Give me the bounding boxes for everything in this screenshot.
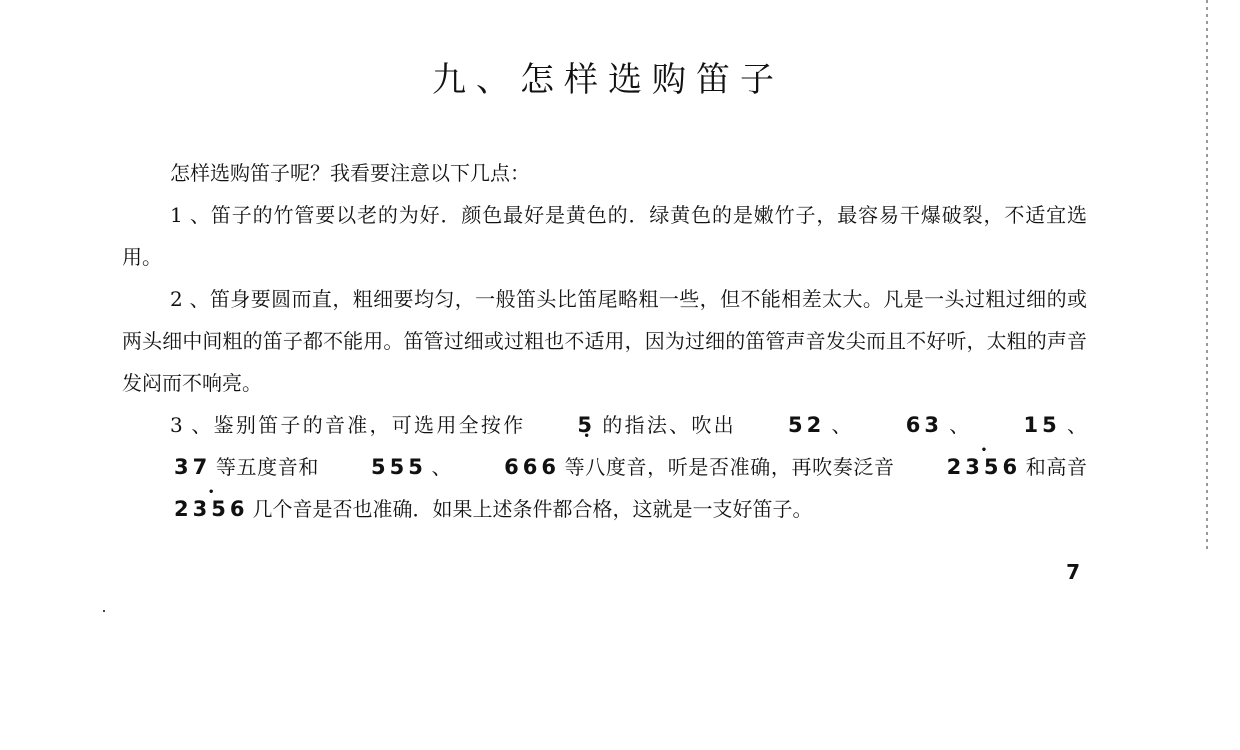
point-2-paragraph: 2 、笛身要圆而直，粗细要均匀，一般笛头比笛尾略粗一些，但不能相差太大。凡是一头过粗过细的或两头细中间粗的笛子都不能用。笛管过细或过粗也不适用，因为过细的笛管声音发尖而且不好听，太粗的声音发闷而不响亮。 [122, 287, 1087, 395]
notation-interval-1: 52 [787, 413, 826, 437]
point-3-paragraph: 3 、鉴别笛子的音准，可选用全按作 5 • 的指法、吹出 52 、 63 、 15 、37 等五度音和 555 、 666 等八度音，听是否准确，再吹奏泛音• 2356 和高音• 2356 几个音是否也准确．如果上述条件都合格，这就是一支好笛子。 [122, 404, 1087, 530]
notation-five: 5 • [529, 404, 596, 446]
notation-octave-1: 555 [371, 455, 427, 479]
page-number: 7 [1066, 560, 1080, 584]
page-title: 九、怎样选购笛子 [432, 60, 784, 100]
notation-interval-3: 15 [1023, 413, 1061, 437]
point-3-text-d: 等八度音，听是否准确，再吹奏泛音 [563, 455, 895, 479]
notation-high: • 2356 [126, 488, 248, 530]
intro-paragraph: 怎样选购笛子呢？我看要注意以下几点： [170, 161, 530, 185]
notation-interval-2: 63 [905, 413, 943, 437]
point-3-text-f: 几个音是否也准确．如果上述条件都合格，这就是一支好笛子。 [252, 497, 813, 521]
point-3-text-e: 和高音 [1025, 455, 1088, 479]
point-3-text-c: 等五度音和 [215, 455, 320, 479]
scan-speck [103, 610, 105, 612]
notation-octave-2: 666 [504, 455, 560, 479]
point-3-text-b: 的指法、吹出 [600, 413, 736, 437]
point-1-paragraph: 1 、笛子的竹管要以老的为好．颜色最好是黄色的．绿黄色的是嫩竹子，最容易干爆破裂，不适宜选用。 [122, 203, 1087, 269]
point-3-text-a: 3 、鉴别笛子的音准，可选用全按作 [170, 413, 526, 437]
notation-interval-4: 37 [174, 455, 212, 479]
notation-harmonic: • 2356 [899, 446, 1021, 488]
